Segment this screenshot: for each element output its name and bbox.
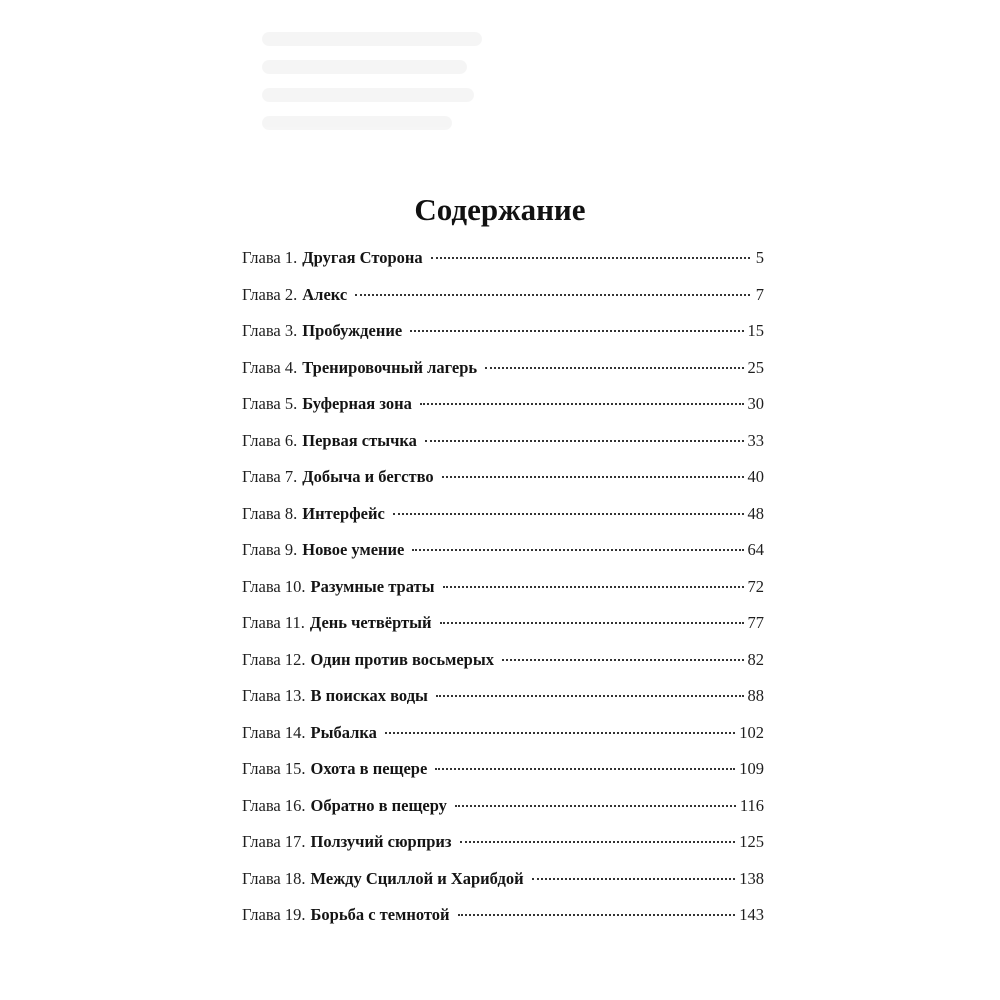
- chapter-label: Глава 10.: [242, 576, 306, 596]
- dot-leader: [435, 767, 735, 770]
- dot-leader: [412, 548, 743, 551]
- toc-row[interactable]: [242, 642, 764, 679]
- chapter-title: В поисках воды: [310, 686, 428, 705]
- dot-leader: [485, 366, 743, 369]
- page-number: 125: [739, 832, 764, 851]
- dot-leader: [355, 293, 750, 296]
- chapter-label: Глава 5.: [242, 394, 298, 413]
- toc-row[interactable]: [242, 459, 764, 496]
- page-number: 138: [739, 868, 764, 888]
- toc-row[interactable]: [242, 277, 764, 314]
- chapter-title: Другая Сторона: [302, 248, 423, 267]
- chapter-label: Глава 18.: [242, 868, 306, 888]
- toc-row[interactable]: [242, 751, 764, 788]
- toc-row[interactable]: [242, 423, 764, 460]
- dot-leader: [443, 585, 744, 588]
- chapter-title: Рыбалка: [310, 722, 377, 742]
- dot-leader: [420, 402, 744, 405]
- page-number: 116: [739, 795, 764, 815]
- chapter-label: Глава 19.: [242, 905, 306, 924]
- chapter-label: Глава 2.: [242, 284, 298, 304]
- toc-row[interactable]: [242, 897, 764, 934]
- page-number: 30: [747, 394, 764, 413]
- toc-row[interactable]: [242, 313, 764, 350]
- dot-leader: [431, 256, 750, 259]
- page-number: 40: [747, 467, 764, 486]
- page-number: 82: [747, 649, 764, 669]
- chapter-label: Глава 8.: [242, 503, 298, 523]
- chapter-title: День четвёртый: [309, 613, 432, 632]
- dot-leader: [502, 658, 744, 661]
- page-number: 77: [747, 613, 764, 632]
- dot-leader: [410, 329, 743, 332]
- chapter-label: Глава 9.: [242, 540, 298, 559]
- chapter-title: Добыча и бегство: [302, 467, 434, 486]
- dot-leader: [460, 840, 736, 843]
- page-number: 64: [747, 540, 764, 559]
- dot-leader: [393, 512, 744, 515]
- chapter-title: Первая стычка: [302, 430, 417, 450]
- dot-leader: [455, 804, 736, 807]
- toc-row[interactable]: [242, 715, 764, 752]
- toc-row[interactable]: [242, 569, 764, 606]
- page-number: 143: [739, 905, 764, 924]
- contents-title: Содержание: [414, 192, 586, 227]
- dot-leader: [458, 913, 736, 916]
- toc-row[interactable]: [242, 532, 764, 569]
- chapter-label: Глава 7.: [242, 467, 298, 486]
- chapter-label: Глава 13.: [242, 686, 306, 705]
- chapter-label: Глава 17.: [242, 832, 306, 851]
- chapter-title: Обратно в пещеру: [310, 795, 447, 815]
- toc-row[interactable]: [242, 605, 764, 642]
- chapter-title: Буферная зона: [302, 394, 412, 413]
- page-number: 72: [747, 576, 764, 596]
- dot-leader: [436, 694, 744, 697]
- toc-row[interactable]: [242, 386, 764, 423]
- chapter-label: Глава 12.: [242, 649, 306, 669]
- toc-row[interactable]: [242, 678, 764, 715]
- chapter-label: Глава 14.: [242, 722, 306, 742]
- chapter-title: Ползучий сюрприз: [310, 832, 452, 851]
- chapter-label: Глава 6.: [242, 430, 298, 450]
- toc-row[interactable]: [242, 496, 764, 533]
- page-number: 88: [747, 686, 764, 705]
- chapter-title: Борьба с темнотой: [310, 905, 450, 924]
- chapter-title: Разумные траты: [310, 576, 435, 596]
- dot-leader: [532, 877, 736, 880]
- chapter-title: Интерфейс: [302, 503, 385, 523]
- page-number: 33: [747, 430, 764, 450]
- chapter-title: Между Сциллой и Харибдой: [310, 868, 524, 888]
- dot-leader: [425, 439, 744, 442]
- toc-row[interactable]: [242, 350, 764, 387]
- chapter-title: Один против восьмерых: [310, 649, 494, 669]
- chapter-label: Глава 15.: [242, 759, 306, 778]
- toc-row[interactable]: [242, 861, 764, 898]
- chapter-label: Глава 3.: [242, 321, 298, 340]
- chapter-title: Пробуждение: [302, 321, 403, 340]
- dot-leader: [440, 621, 744, 624]
- chapter-title: Тренировочный лагерь: [302, 357, 478, 377]
- page-number: 102: [739, 722, 764, 742]
- page-number: 7: [755, 284, 764, 304]
- chapter-title: Алекс: [302, 284, 348, 304]
- chapter-title: Охота в пещере: [310, 759, 428, 778]
- page-number: 5: [755, 248, 764, 267]
- chapter-label: Глава 11.: [242, 613, 305, 632]
- page-number: 25: [747, 357, 764, 377]
- page-number: 15: [747, 321, 764, 340]
- toc-row[interactable]: [242, 788, 764, 825]
- show-through-text: [262, 32, 492, 142]
- chapter-label: Глава 1.: [242, 248, 298, 267]
- toc-row[interactable]: [242, 824, 764, 861]
- chapter-label: Глава 16.: [242, 795, 306, 815]
- toc-row[interactable]: [242, 240, 764, 277]
- page-number: 109: [739, 759, 764, 778]
- chapter-label: Глава 4.: [242, 357, 298, 377]
- table-of-contents: [242, 240, 764, 934]
- dot-leader: [385, 731, 735, 734]
- page-number: 48: [747, 503, 764, 523]
- chapter-title: Новое умение: [302, 540, 405, 559]
- dot-leader: [442, 475, 744, 478]
